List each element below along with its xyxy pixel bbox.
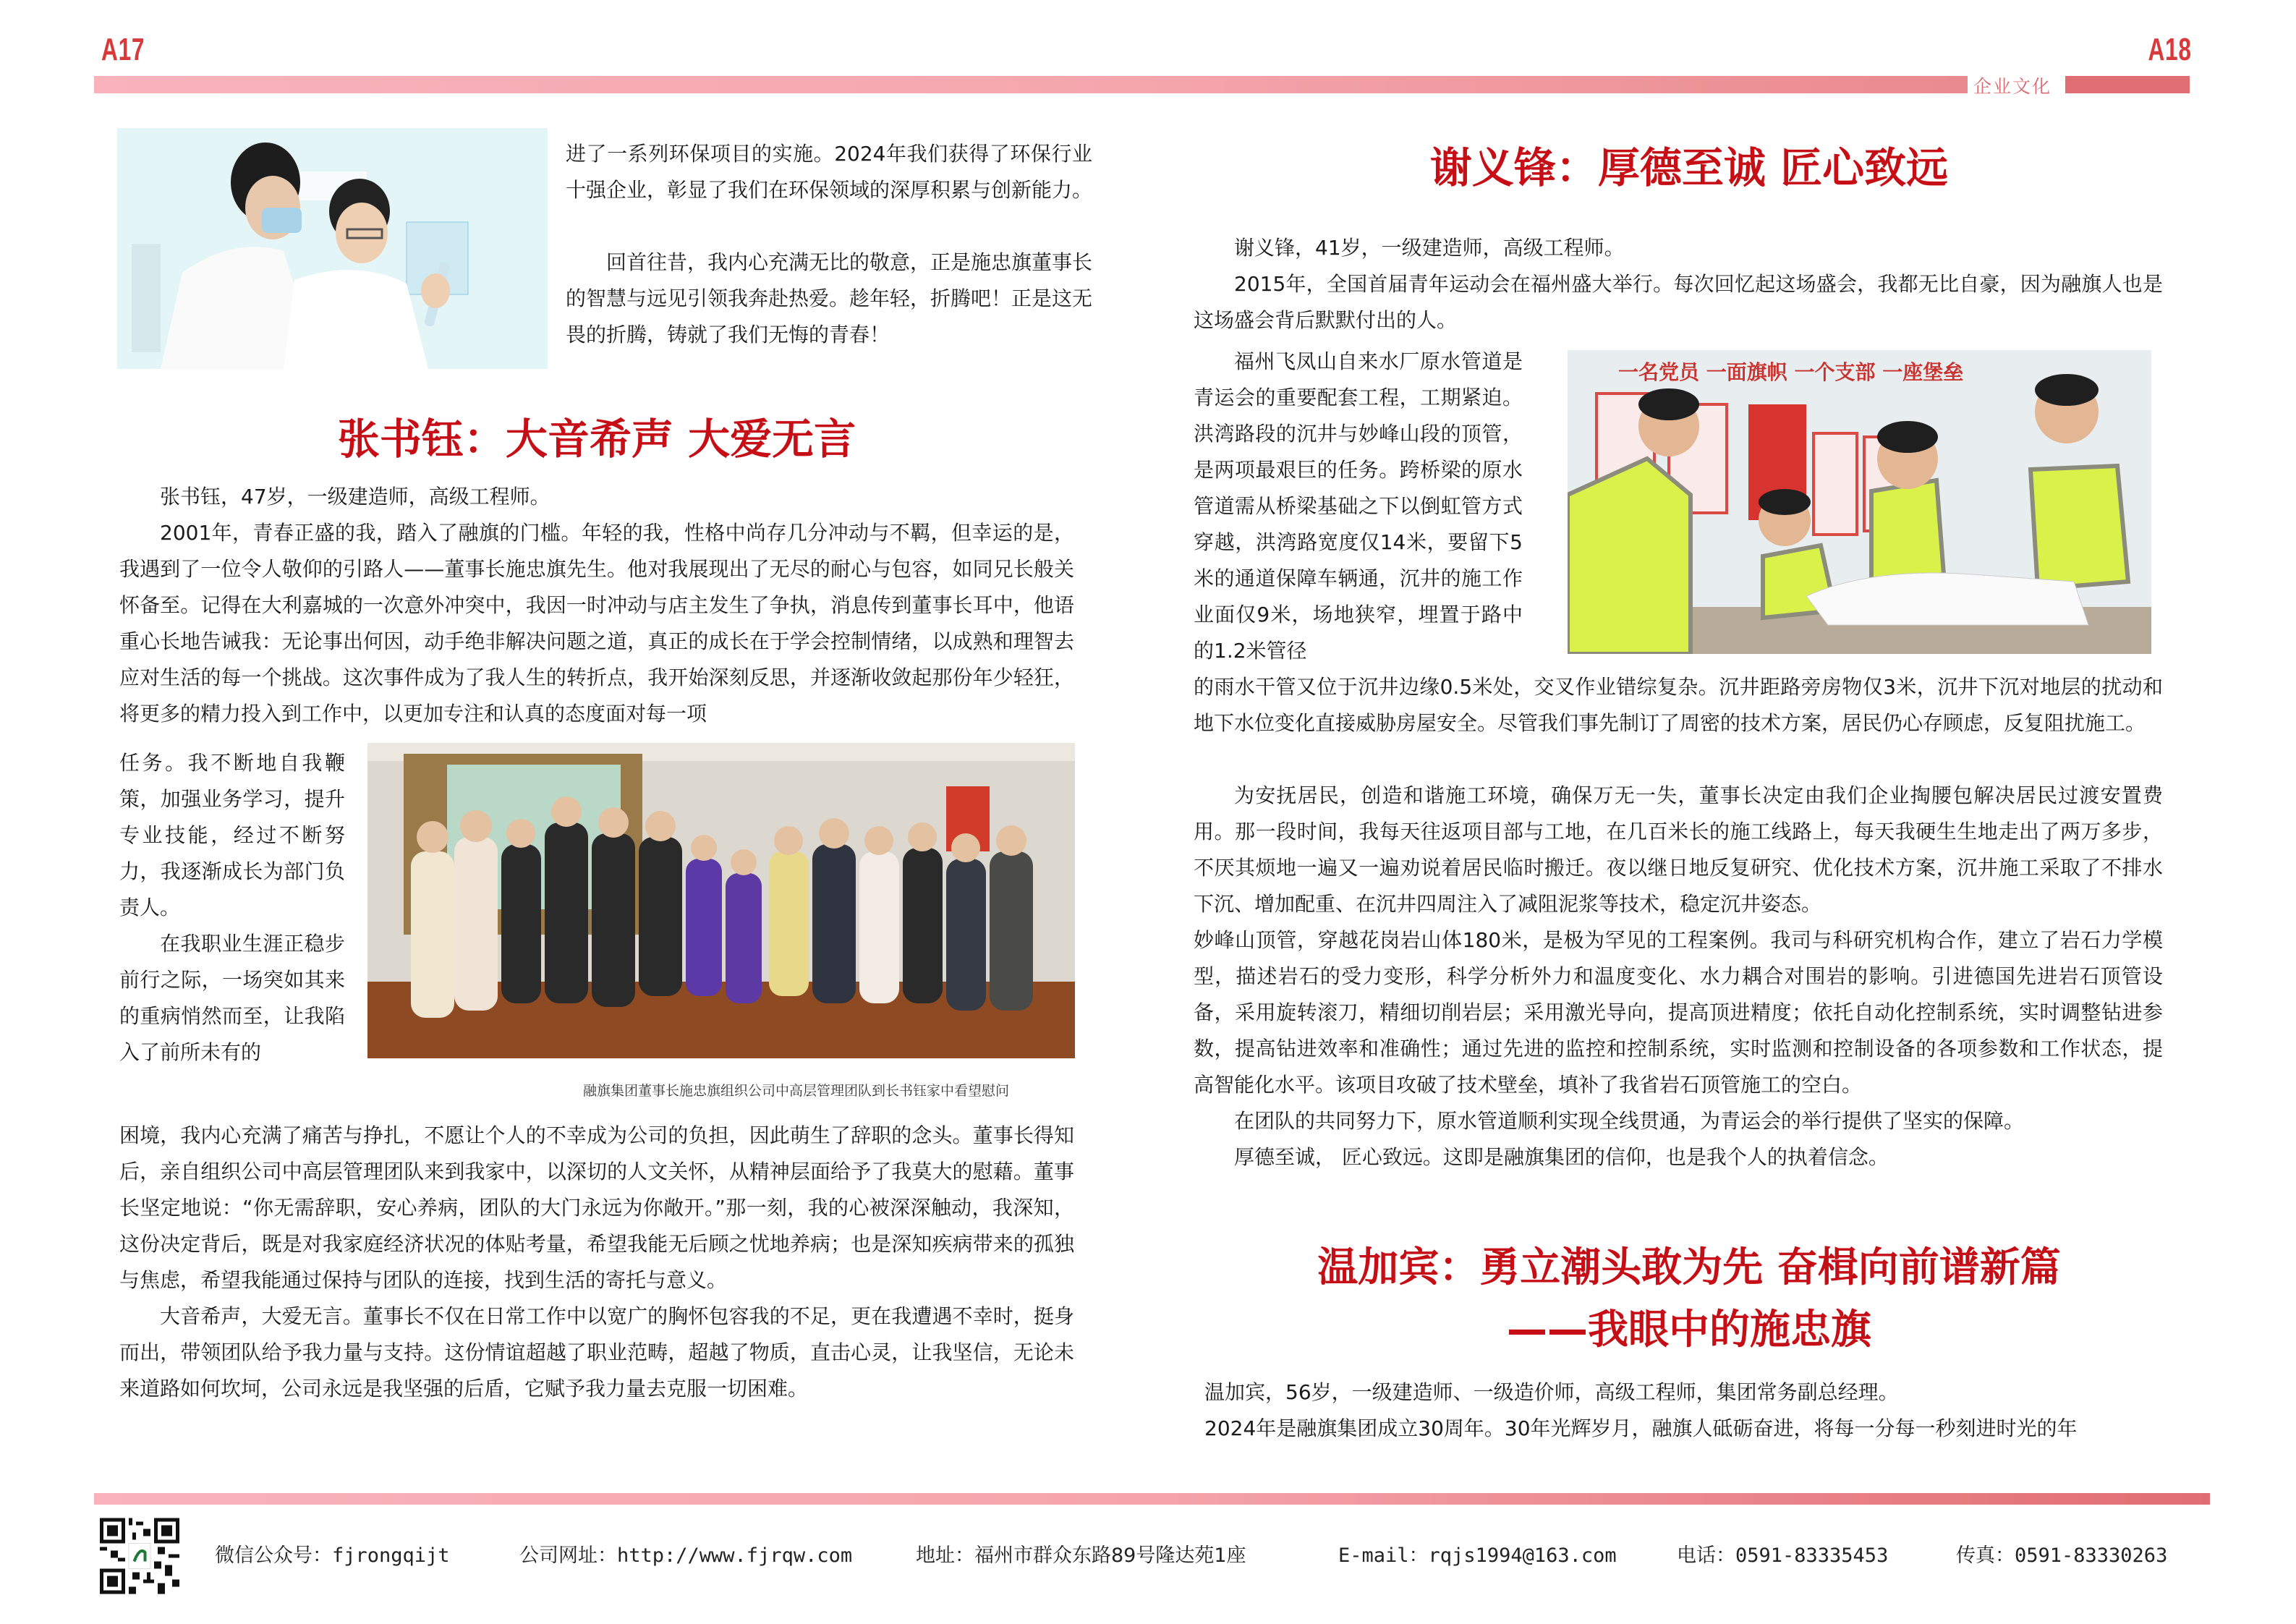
zhang-side-paragraph-1: 任务。我不断地自我鞭策，加强业务学习，提升专业技能，经过不断努力，我逐渐成长为部门负责人。 [119,751,345,919]
xie-paragraph-1: 谢义锋，41岁，一级建造师，高级工程师。 [1234,236,1625,260]
zhang-paragraph-1: 张书钰，47岁，一级建造师，高级工程师。 [160,485,550,509]
footer-website [519,1539,852,1568]
xie-paragraph-3: 的雨水干管又位于沉井边缘0.5米处，交叉作业错综复杂。沉井距路旁房物仅3米，沉井下沉对地层的扰动和地下水位变化直接威胁房屋安全。尽管我们事先制订了周密的技术方案，居民仍心存顾虑，反复阻扰施工。 [1194,675,2163,735]
footer-email-label: E-mail： [1338,1544,1429,1567]
footer-email-link[interactable]: rqjs1994@163.com [1428,1544,1617,1567]
footer-address [916,1539,1246,1568]
footer-phone [1677,1539,1888,1568]
lab-photo [117,128,548,369]
qr-code-graphic [100,1518,179,1594]
workers-photo-illustration [1568,350,2151,654]
workers-photo [1568,350,2151,654]
footer-fax [1956,1539,2167,1568]
xie-paragraph-6: 在团队的共同努力下，原水管道顺利实现全线贯通，为青运会的举行提供了坚实的保障。 [1234,1109,2025,1133]
qr-code-icon[interactable] [100,1518,179,1594]
wen-paragraph-1: 温加宾，56岁，一级建造师、一级造价师，高级工程师，集团常务副总经理。 [1204,1380,1899,1404]
page-number-left: A17 [101,32,145,67]
lab-photo-illustration [117,128,548,369]
svg-text:一名党员 一面旗帜 一个支部 一座堡垒: 一名党员 一面旗帜 一个支部 一座堡垒 [1618,360,1964,384]
header-bar-main [94,76,1968,93]
article-title-wen-line1: 温加宾：勇立潮头敢为先 奋楫向前谱新篇 [1317,1244,2061,1291]
footer-phone-label: 电话： [1677,1544,1735,1567]
footer-phone-value: 0591-83335453 [1735,1544,1889,1567]
zhang-tail-paragraph-2: 大音希声，大爱无言。董事长不仅在日常工作中以宽广的胸怀包容我的不足，更在我遭遇不幸时，挺身而出，带领团队给予我力量与支持。这份情谊超越了职业范畴，超越了物质，直击心灵，让我坚信，无论未来道路如何坎坷，公司永远是我坚强的后盾，它赋予我力量去克服一切困难。 [119,1304,1074,1400]
footer-website-label: 公司网址： [519,1544,617,1567]
footer-bar [94,1493,2210,1505]
zhang-paragraph-2: 2001年，青春正盛的我，踏入了融旗的门槛。年轻的我，性格中尚存几分冲动与不羁，但幸运的是，我遇到了一位令人敬仰的引路人——董事长施忠旗先生。他对我展现出了无尽的耐心与包容，如同兄长般关怀备至。记得在大利嘉城的一次意外冲突中，我因一时冲动与店主发生了争执，消息传到董事长耳中，他语重心长地告诫我：无论事出何因，动手绝非解决问题之道，真正的成长在于学会控制情绪，以成熟和理智去应对生活的每一个挑战。这次事件成为了我人生的转折点，我开始深刻反思，并逐渐收敛起那份年少轻狂，将更多的精力投入到工作中，以更加专注和认真的态度面对每一项 [119,521,1074,726]
footer-wechat-value: fjrongqijt [332,1544,450,1567]
footer-wechat [215,1539,450,1568]
page-number-right: A18 [2148,32,2192,67]
footer-email [1338,1539,1617,1568]
group-photo [367,743,1075,1058]
xie-paragraph-5: 妙峰山顶管，穿越花岗岩山体180米，是极为罕见的工程案例。我司与科研究机构合作，建立了岩石力学模型，描述岩石的受力变形，科学分析外力和温度变化、水力耦合对围岩的影响。引进德国先进岩石顶管设备，采用旋转滚刀，精细切削岩层；采用激光导向，提高顶进精度；依托自动化控制系统，实时调整钻进参数，提高钻进效率和准确性；通过先进的监控和控制系统，实时监测和控制设备的各项参数和工作状态，提高智能化水平。该项目攻破了技术壁垒，填补了我省岩石顶管施工的空白。 [1194,928,2163,1097]
xie-paragraph-2: 2015年，全国首届青年运动会在福州盛大举行。每次回忆起这场盛会，我都无比自豪，因为融旗人也是这场盛会背后默默付出的人。 [1194,272,2163,332]
xie-paragraph-7: 厚德至诚， 匠心致远。这即是融旗集团的信仰，也是我个人的执着信念。 [1234,1145,1889,1169]
article-title-wen [1194,1237,2185,1361]
zhang-tail-paragraph-1: 困境，我内心充满了痛苦与挣扎，不愿让个人的不幸成为公司的负担，因此萌生了辞职的念头。董事长得知后，亲自组织公司中高层管理团队来到我家中，以深切的人文关怀，从精神层面给予了我莫大的慰藉。董事长坚定地说：“你无需辞职，安心养病，团队的大门永远为你敞开。”那一刻，我的心被深深触动，我深知，这份决定背后，既是对我家庭经济状况的体贴考量，希望我能无后顾之忧地养病；也是深知疾病带来的孤独与焦虑，希望我能通过保持与团队的连接，找到生活的寄托与意义。 [119,1123,1074,1292]
group-photo-caption: 融旗集团董事长施忠旗组织公司中高层管理团队到长书钰家中看望慰问 [583,1083,1010,1099]
article-title-xie: 谢义锋：厚德至诚 匠心致远 [1429,143,1949,192]
footer-address-label: 地址： [916,1544,974,1567]
header-bar-end [2065,76,2190,93]
footer-fax-value: 0591-83330263 [2015,1544,2168,1567]
intro-paragraph-1: 进了一系列环保项目的实施。2024年我们获得了环保行业十强企业，彰显了我们在环保领域的深厚积累与创新能力。 [566,142,1093,202]
footer-wechat-label: 微信公众号： [215,1544,332,1567]
footer-fax-label: 传真： [1956,1544,2015,1567]
footer-website-link[interactable]: http://www.fjrqw.com [617,1544,853,1567]
footer-address-value: 福州市群众东路89号隆达苑1座 [974,1544,1246,1567]
section-tag: 企业文化 [1973,76,2052,97]
xie-paragraph-4: 为安抚居民，创造和谐施工环境，确保万无一失，董事长决定由我们企业掏腰包解决居民过渡安置费用。那一段时间，我每天往返项目部与工地，在几百米长的施工线路上，每天我硬生生地走出了两万多步，不厌其烦地一遍又一遍劝说着居民临时搬迁。夜以继日地反复研究、优化技术方案，沉井施工采取了不排水下沉、增加配重、在沉井四周注入了减阻泥浆等技术，稳定沉井姿态。 [1194,783,2163,916]
article-title-wen-line2: ——我眼中的施忠旗 [1507,1306,1871,1353]
group-photo-illustration [367,743,1075,1058]
article-title-zhang: 张书钰：大音希声 大爱无言 [337,414,856,464]
xie-side-paragraph: 福州飞凤山自来水厂原水管道是青运会的重要配套工程，工期紧迫。洪湾路段的沉井与妙峰山段的顶管，是两项最艰巨的任务。跨桥梁的原水管道需从桥梁基础之下以倒虹管方式穿越，洪湾路宽度仅14米，要留下5米的通道保障车辆通，沉井的施工作业面仅9米，场地狭窄，埋置于路中的1.2米管径 [1194,349,1523,663]
intro-paragraph-2: 回首往昔，我内心充满无比的敬意，正是施忠旗董事长的智慧与远见引领我奔赴热爱。趁年轻，折腾吧！正是这无畏的折腾，铸就了我们无悔的青春！ [566,250,1093,347]
zhang-side-paragraph-2: 在我职业生涯正稳步前行之际，一场突如其来的重病悄然而至，让我陷入了前所未有的 [119,932,345,1064]
wen-paragraph-2: 2024年是融旗集团成立30周年。30年光辉岁月，融旗人砥砺奋进，将每一分每一秒刻进时光的年 [1204,1416,2078,1440]
